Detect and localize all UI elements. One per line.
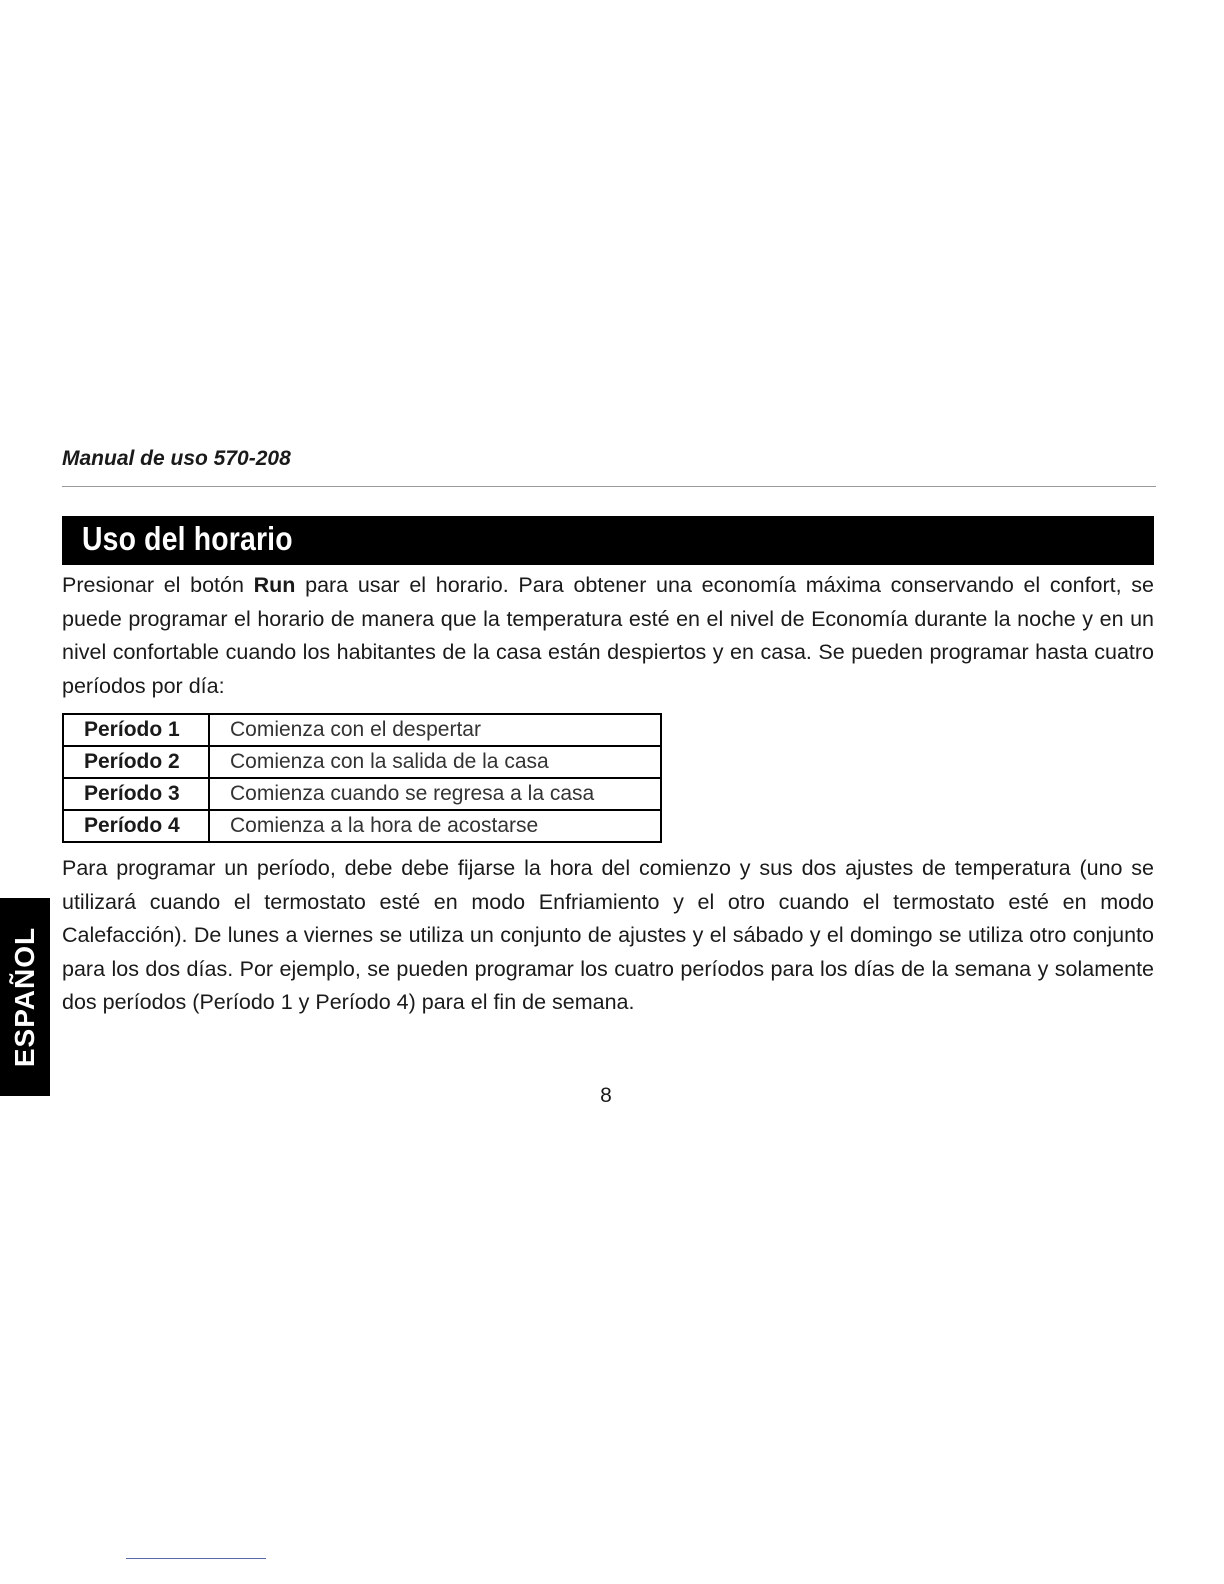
header-divider [62,486,1156,487]
page-number: 8 [600,1084,612,1107]
run-button-reference: Run [253,573,296,597]
table-row [63,810,661,842]
table-row [63,746,661,778]
period-description: Comienza con la salida de la casa [209,746,661,778]
periods-table [62,713,662,843]
period-name: Período 4 [63,810,209,842]
intro-text-start: Presionar el botón [62,573,254,597]
intro-paragraph [62,569,1154,703]
table-row [63,778,661,810]
language-side-tab [0,898,50,1096]
footer-divider [126,1558,266,1559]
period-name: Período 3 [63,778,209,810]
intro-text-rest: para usar el horario. Para obtener una economía máxima conservando el confort, se puede programar el horario de manera que la temperatura esté en el nivel de Economía durante la noche y en un nivel confortable cuando los habitantes de la casa están despiertos y en casa. Se pueden programar hasta cuatro períodos por día: [62,573,1154,698]
period-name: Período 2 [63,746,209,778]
period-description: Comienza cuando se regresa a la casa [209,778,661,810]
section-banner [62,516,1154,565]
period-description: Comienza a la hora de acostarse [209,810,661,842]
table-row [63,714,661,746]
period-description: Comienza con el despertar [209,714,661,746]
body-paragraph: Para programar un período, debe debe fijarse la hora del comienzo y sus dos ajustes de temperatura (uno se utilizará cuando el termostato esté en modo Enfriamiento y el otro cuando el termostato esté en modo Calefacción). De lunes a viernes se utiliza un conjunto de ajustes y el sábado y el domingo se utiliza otro conjunto para los dos días. Por ejemplo, se pueden programar los cuatro períodos para los días de la semana y solamente dos períodos (Período 1 y Período 4) para el fin de semana. [62,856,1154,1014]
document-header-title: Manual de uso 570-208 [62,447,291,470]
language-tab-label: ESPAÑOL [9,926,40,1068]
section-title: Uso del horario [82,520,293,557]
period-name: Período 1 [63,714,209,746]
